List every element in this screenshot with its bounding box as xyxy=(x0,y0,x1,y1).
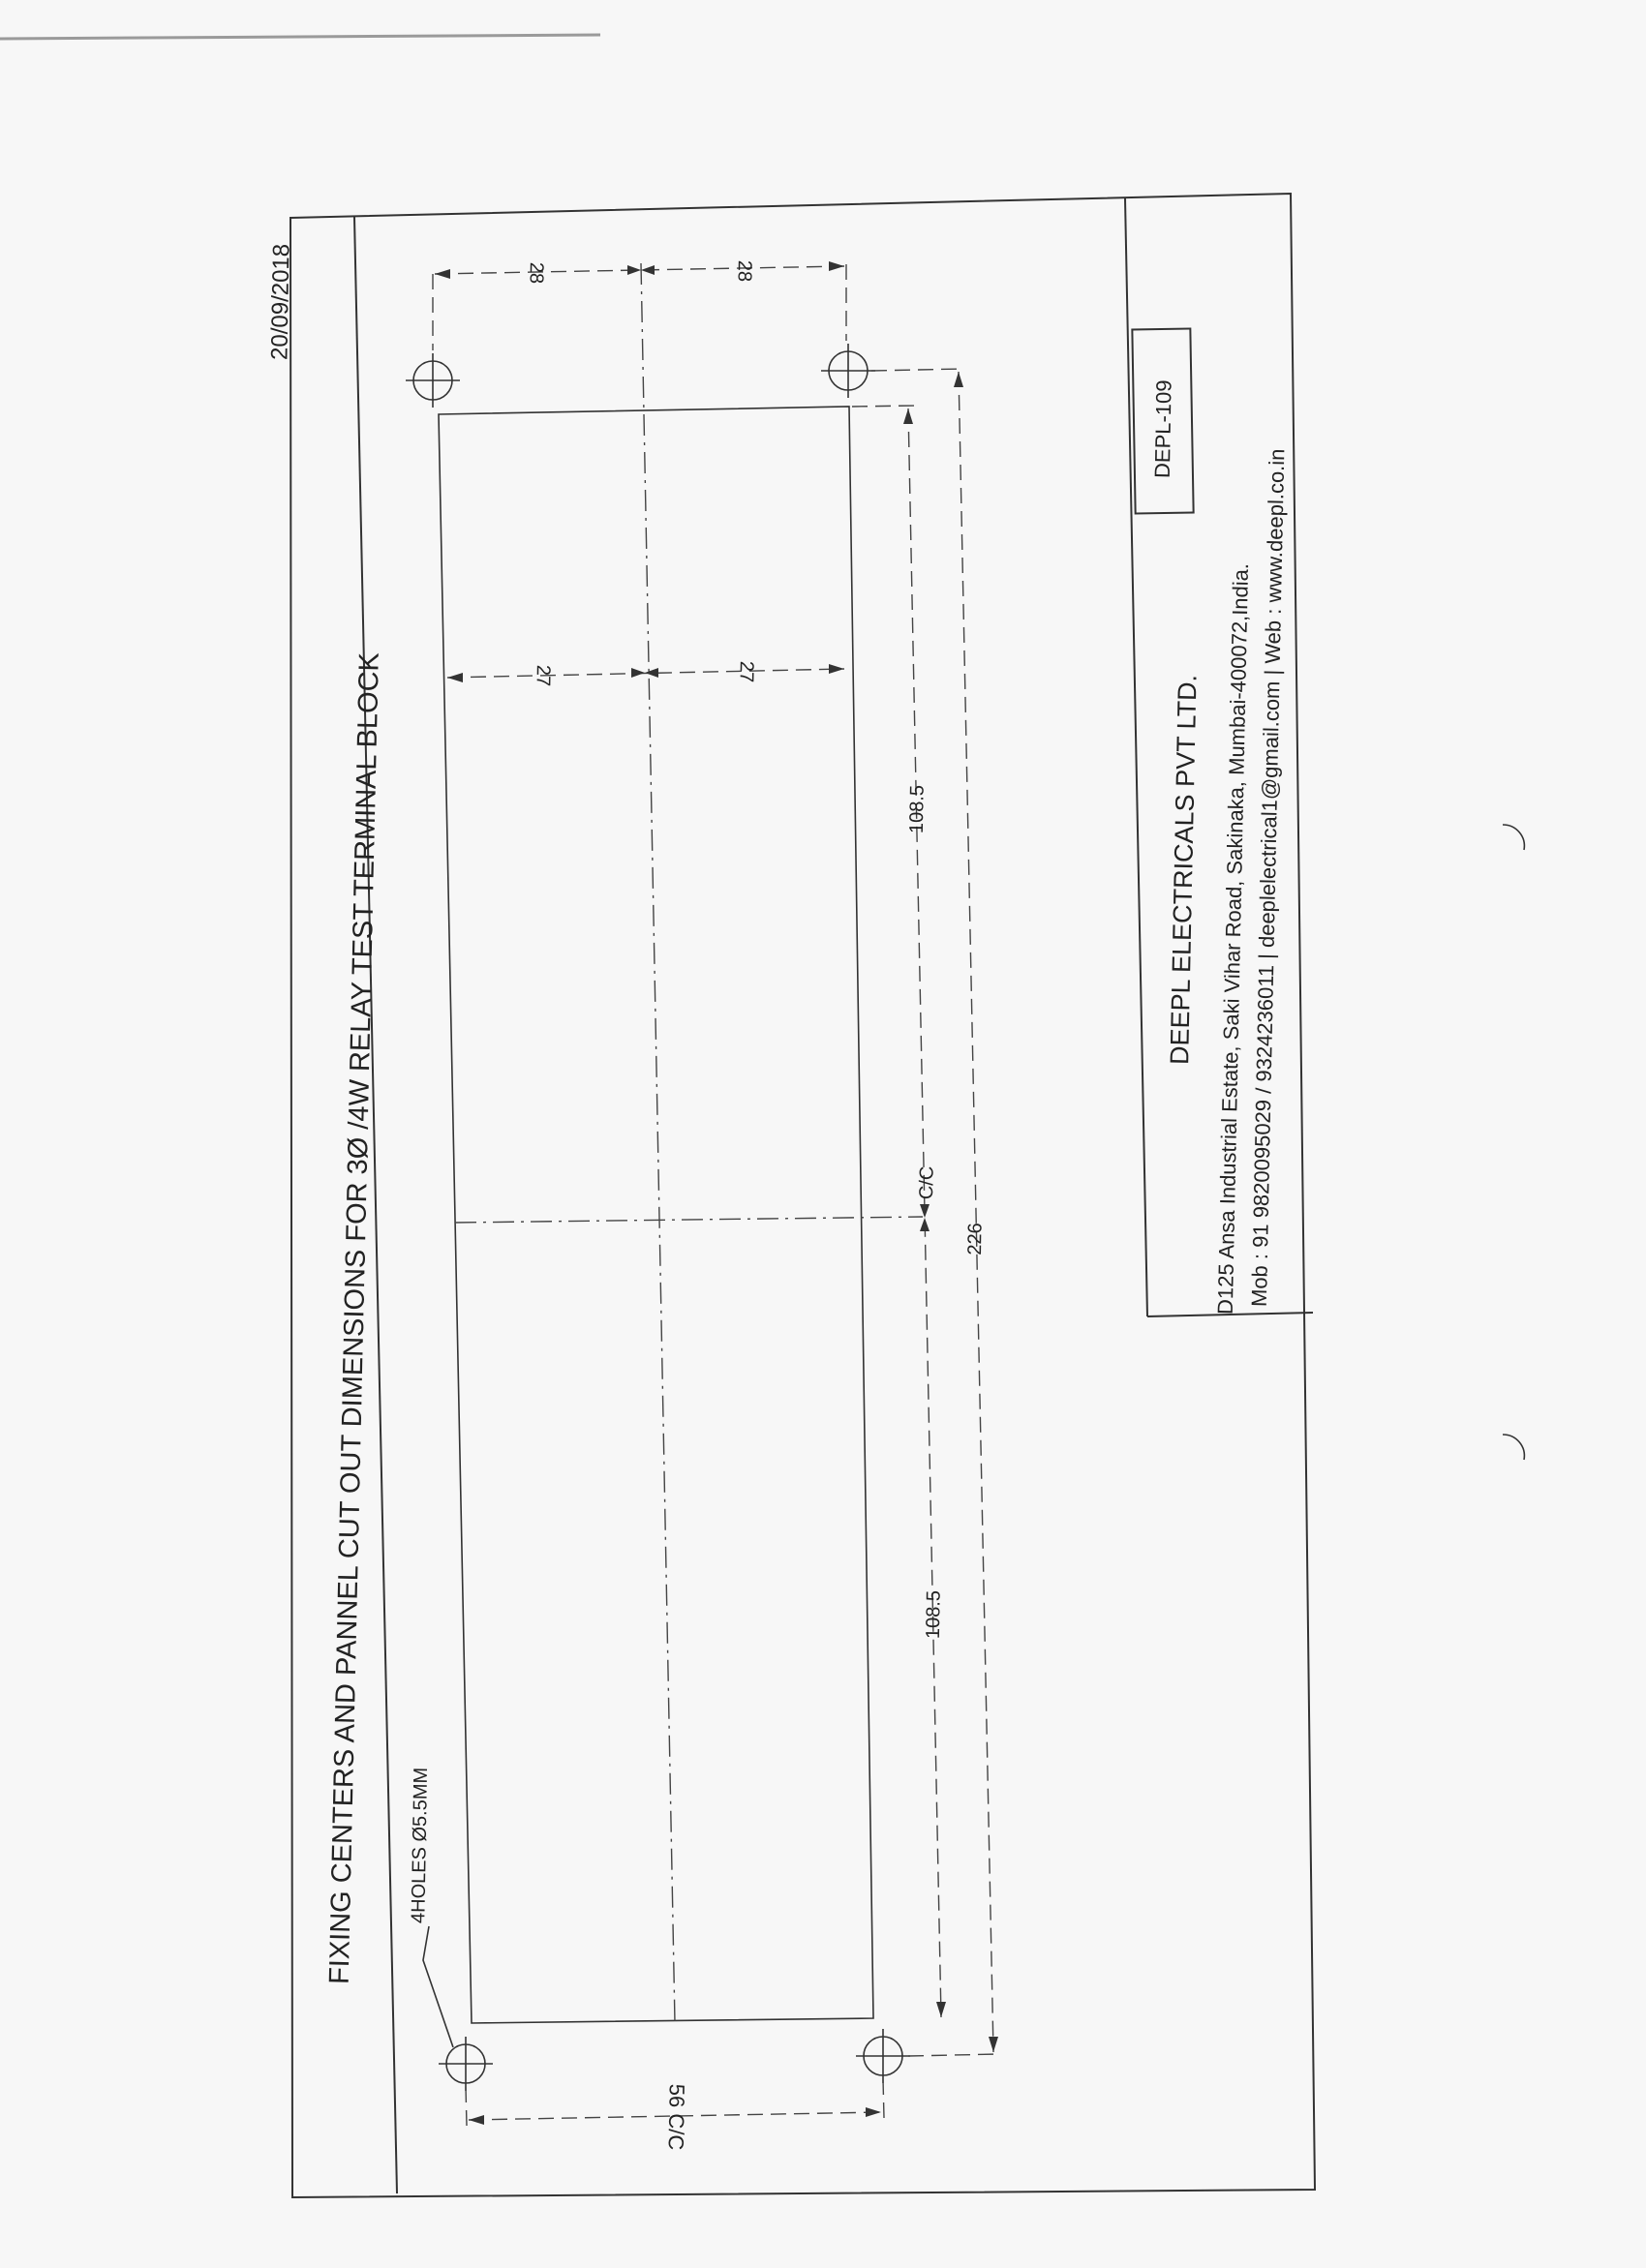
dimension-line-226 xyxy=(959,372,993,2052)
dim-226: 226 xyxy=(963,1223,987,1255)
scan-edge-mark xyxy=(0,35,600,39)
dimension-line-27-27 xyxy=(447,669,844,678)
extension-line xyxy=(908,2054,999,2056)
punch-hole-mark xyxy=(1503,825,1524,850)
dimension-arrows xyxy=(903,408,946,2017)
extension-line xyxy=(871,369,963,371)
fixing-hole-top-right xyxy=(821,344,875,398)
dim-56-cc: 56 C/C xyxy=(663,2083,689,2151)
extension-line xyxy=(883,2079,884,2118)
dim-28-left: 28 xyxy=(525,261,547,285)
drawing-title: FIXING CENTERS AND PANNEL CUT OUT DIMENSIONS FOR 3Ø /4W RELAY TEST TERMINAL BLOCK xyxy=(323,651,385,1985)
fixing-hole-top-left xyxy=(406,353,460,408)
extension-line xyxy=(466,2087,467,2126)
panel-cutout xyxy=(439,407,873,2023)
hole-note: 4HOLES Ø5.5MM xyxy=(408,1767,433,1924)
dim-108-5-upper: 108.5 xyxy=(905,784,929,834)
company-contact: Mob : 91 9820095029 / 9324236011 | deeplelectrical1@gmail.com | Web : www.deepl.co.in xyxy=(1246,448,1290,1308)
drawing-number: DEPL-109 xyxy=(1149,379,1176,479)
dim-28-right: 28 xyxy=(733,259,755,283)
company-name: DEEPL ELECTRICALS PVT LTD. xyxy=(1165,674,1203,1066)
drawing-date: 20/09/2018 xyxy=(266,243,295,361)
extension-line xyxy=(852,406,915,407)
dim-108-5-lower: 108.5 xyxy=(922,1589,945,1640)
dim-27-right: 27 xyxy=(735,660,757,683)
vertical-centre-line xyxy=(641,263,675,2023)
horizontal-centre-line xyxy=(455,1217,923,1223)
company-strip-divider xyxy=(1125,198,1147,1316)
fixing-hole-bottom-left xyxy=(439,2037,493,2091)
hole-note-leader xyxy=(423,1926,453,2047)
dim-27-left: 27 xyxy=(532,664,554,687)
dimension-arrows xyxy=(435,261,844,279)
fixing-hole-bottom-right xyxy=(856,2029,910,2083)
dim-centre-label: C/C xyxy=(915,1165,938,1200)
company-address: D125 Ansa Industrial Estate, Saki Vihar Road, Sakinaka, Mumbai-400072,India. xyxy=(1212,562,1254,1315)
drawing-border xyxy=(290,194,1315,2197)
punch-hole-mark xyxy=(1503,1435,1524,1460)
